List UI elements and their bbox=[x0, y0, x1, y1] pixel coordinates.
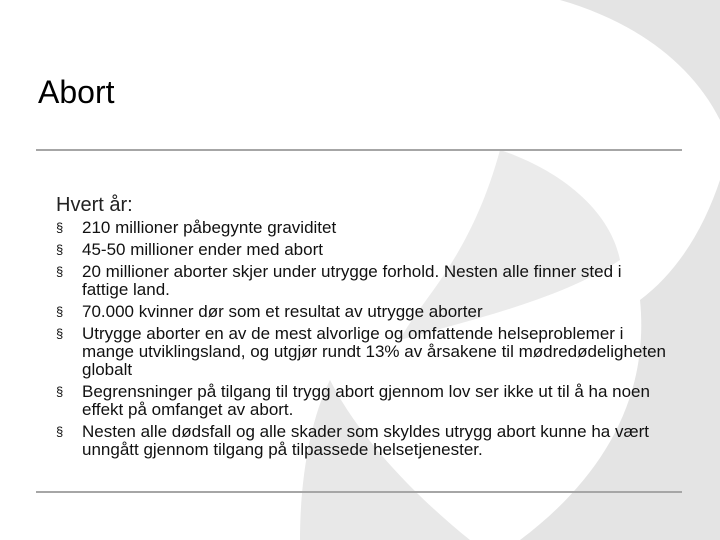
slide-title: Abort bbox=[38, 74, 115, 110]
bullet-text: Utrygge aborter en av de mest alvorlige og omfattende helseproblemer i mange utviklingsland, og utgjør rundt 13% av årsakene til mødredødeligheten globalt bbox=[82, 324, 666, 379]
bullet-list bbox=[56, 219, 666, 463]
list-item bbox=[56, 241, 666, 259]
bullet-marker-icon: § bbox=[56, 220, 64, 235]
bullet-text: Nesten alle dødsfall og alle skader som skyldes utrygg abort kunne ha vært unngått gjennom tilgang på tilpassede helsetjenester. bbox=[82, 422, 649, 459]
bullet-text: 210 millioner påbegynte graviditet bbox=[82, 218, 337, 237]
bullet-text: 70.000 kvinner dør som et resultat av utrygge aborter bbox=[82, 302, 483, 321]
footer-divider bbox=[36, 491, 682, 493]
title-divider bbox=[36, 149, 682, 151]
bullet-text: Begrensninger på tilgang til trygg abort gjennom lov ser ikke ut til å ha noen effekt på omfanget av abort. bbox=[82, 382, 650, 419]
list-item bbox=[56, 219, 666, 237]
list-item bbox=[56, 383, 666, 419]
bullet-marker-icon: § bbox=[56, 326, 64, 341]
bullet-marker-icon: § bbox=[56, 384, 64, 399]
bullet-marker-icon: § bbox=[56, 424, 64, 439]
bullet-text: 45-50 millioner ender med abort bbox=[82, 240, 323, 259]
bullet-marker-icon: § bbox=[56, 264, 64, 279]
list-item bbox=[56, 423, 666, 459]
list-item bbox=[56, 303, 666, 321]
list-item bbox=[56, 325, 666, 379]
subtitle: Hvert år: bbox=[56, 194, 133, 216]
bullet-marker-icon: § bbox=[56, 304, 64, 319]
list-item bbox=[56, 263, 666, 299]
bullet-text: 20 millioner aborter skjer under utrygge forhold. Nesten alle finner sted i fattige land. bbox=[82, 262, 622, 299]
bullet-marker-icon: § bbox=[56, 242, 64, 257]
